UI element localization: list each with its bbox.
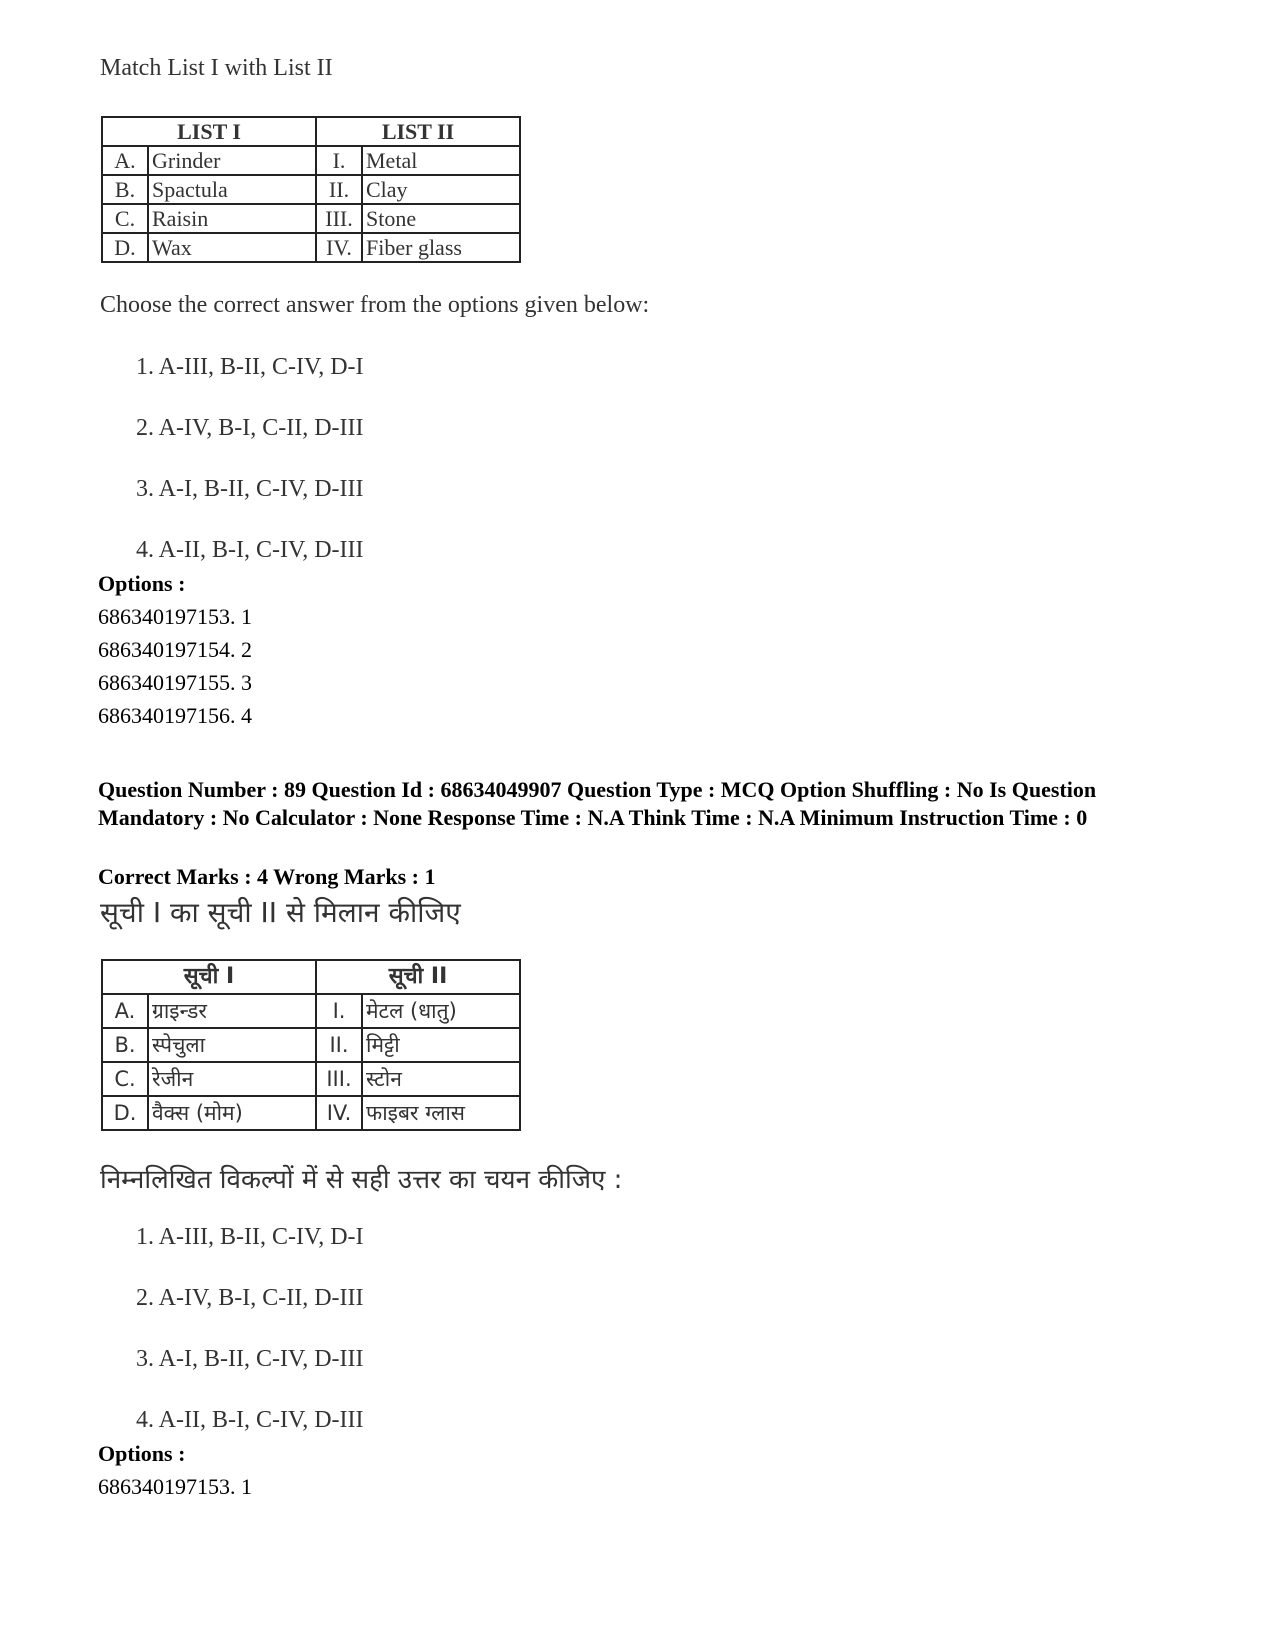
- list-two-key: III.: [316, 204, 362, 233]
- match-table-hindi: [101, 959, 521, 1131]
- list-two-key: I.: [316, 146, 362, 175]
- list-one-value: रेजीन: [148, 1062, 316, 1096]
- list-two-value: मिट्टी: [362, 1028, 520, 1062]
- list-two-key: III.: [316, 1062, 362, 1096]
- list-one-key: B.: [102, 1028, 148, 1062]
- question-title: Match List I with List II: [100, 55, 333, 81]
- answer-choice: 2. A-IV, B-I, C-II, D-III: [136, 1285, 364, 1311]
- list-one-key: C.: [102, 1062, 148, 1096]
- option-item: 686340197153. 1: [98, 604, 252, 629]
- table-row: [102, 994, 520, 1028]
- list-one-value: Raisin: [148, 204, 316, 233]
- match-table: [101, 116, 521, 263]
- table-row: [102, 204, 520, 233]
- table-header-row: [102, 960, 520, 994]
- answer-choice: 1. A-III, B-II, C-IV, D-I: [136, 1224, 364, 1250]
- list-one-value: Spactula: [148, 175, 316, 204]
- list-two-header: सूची II: [316, 960, 520, 994]
- options-label: Options :: [98, 1441, 186, 1466]
- list-two-key: IV.: [316, 1096, 362, 1130]
- list-one-key: A.: [102, 994, 148, 1028]
- list-one-header: LIST I: [102, 117, 316, 146]
- list-one-key: D.: [102, 233, 148, 262]
- table-row: [102, 146, 520, 175]
- table-row: [102, 175, 520, 204]
- option-item: 686340197154. 2: [98, 637, 252, 662]
- list-one-value: Wax: [148, 233, 316, 262]
- choose-instruction-hindi: निम्नलिखित विकल्पों में से सही उत्तर का चयन कीजिए :: [100, 1165, 623, 1195]
- list-one-value: ग्राइन्डर: [148, 994, 316, 1028]
- question-title-hindi: सूची I का सूची II से मिलान कीजिए: [100, 896, 461, 929]
- marks-info: Correct Marks : 4 Wrong Marks : 1: [98, 864, 436, 889]
- list-one-key: C.: [102, 204, 148, 233]
- answer-choice: 1. A-III, B-II, C-IV, D-I: [136, 354, 364, 380]
- option-item: 686340197153. 1: [98, 1474, 252, 1499]
- option-item: 686340197156. 4: [98, 703, 252, 728]
- list-one-value: Grinder: [148, 146, 316, 175]
- list-one-value: स्पेचुला: [148, 1028, 316, 1062]
- list-one-header: सूची I: [102, 960, 316, 994]
- answer-choice: 2. A-IV, B-I, C-II, D-III: [136, 415, 364, 441]
- list-one-key: D.: [102, 1096, 148, 1130]
- table-row: [102, 1096, 520, 1130]
- table-row: [102, 233, 520, 262]
- choose-instruction: Choose the correct answer from the options given below:: [100, 292, 650, 318]
- list-two-value: फाइबर ग्लास: [362, 1096, 520, 1130]
- list-two-key: I.: [316, 994, 362, 1028]
- list-two-value: मेटल (धातु): [362, 994, 520, 1028]
- list-two-key: II.: [316, 1028, 362, 1062]
- table-row: [102, 1062, 520, 1096]
- list-one-key: B.: [102, 175, 148, 204]
- answer-choice: 3. A-I, B-II, C-IV, D-III: [136, 476, 364, 502]
- list-two-key: II.: [316, 175, 362, 204]
- list-two-value: Fiber glass: [362, 233, 520, 262]
- options-label: Options :: [98, 571, 186, 596]
- option-item: 686340197155. 3: [98, 670, 252, 695]
- question-info: Question Number : 89 Question Id : 68634049907 Question Type : MCQ Option Shuffling : No Is Question Mandatory : No Calculator : None Response Time : N.A Think Time : N.A Minimum Instruction Time : 0: [98, 777, 1097, 830]
- list-two-header: LIST II: [316, 117, 520, 146]
- list-two-value: Metal: [362, 146, 520, 175]
- list-one-key: A.: [102, 146, 148, 175]
- table-row: [102, 1028, 520, 1062]
- answer-choice: 4. A-II, B-I, C-IV, D-III: [136, 1407, 364, 1433]
- table-header-row: [102, 117, 520, 146]
- list-two-key: IV.: [316, 233, 362, 262]
- list-two-value: Stone: [362, 204, 520, 233]
- answer-choice: 4. A-II, B-I, C-IV, D-III: [136, 537, 364, 563]
- list-two-value: Clay: [362, 175, 520, 204]
- list-two-value: स्टोन: [362, 1062, 520, 1096]
- answer-choice: 3. A-I, B-II, C-IV, D-III: [136, 1346, 364, 1372]
- list-one-value: वैक्स (मोम): [148, 1096, 316, 1130]
